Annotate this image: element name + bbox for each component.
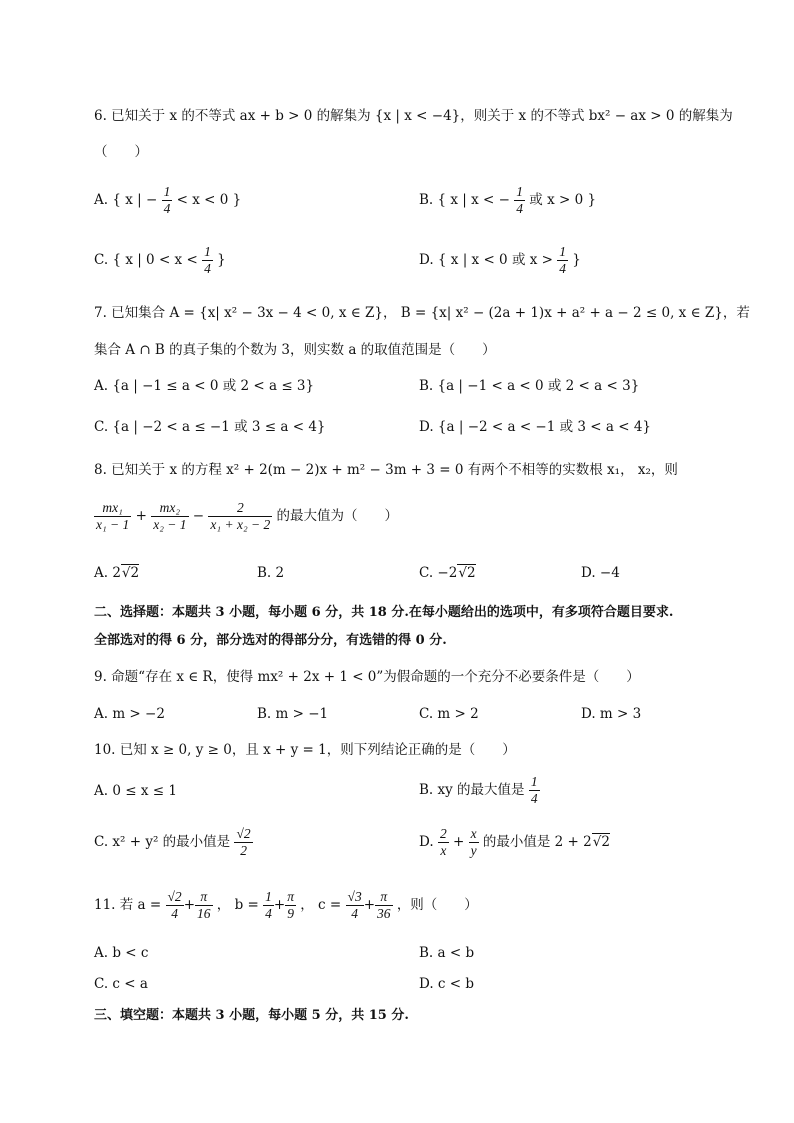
fraction: $\frac{\pi}{9}$ bbox=[287, 889, 294, 921]
q9-option-a[interactable]: A. m > −2 bbox=[94, 706, 165, 722]
radical: √2 bbox=[458, 565, 476, 581]
fraction: $\frac{2}{x}$ bbox=[439, 826, 447, 858]
q7-option-d[interactable]: D. {a | −2 < a < −1 或 3 < a < 4} bbox=[419, 419, 652, 435]
fraction: $\frac{√3}{4}$ bbox=[347, 889, 362, 921]
q6-option-b[interactable] bbox=[419, 184, 596, 217]
section3-heading: 三、填空题：本题共 3 小题，每小题 5 分，共 15 分. bbox=[94, 1008, 409, 1023]
set-text: { x | − bbox=[112, 192, 158, 208]
plus-sign: + bbox=[135, 508, 147, 524]
q11-option-c[interactable]: C. c < a bbox=[94, 976, 148, 992]
q7-option-c[interactable]: C. {a | −2 < a ≤ −1 或 3 ≤ a < 4} bbox=[94, 419, 326, 435]
section2-heading-line2: 全部选对的得 6 分，部分选对的得部分分，有选错的得 0 分. bbox=[94, 633, 447, 648]
fraction: $\frac{x}{y}$ bbox=[470, 826, 477, 858]
set-text: < x < 0 } bbox=[176, 192, 242, 208]
minus-sign: − bbox=[192, 508, 205, 524]
q6-option-a[interactable] bbox=[94, 184, 241, 217]
q8-stem-line1: 8. 已知关于 x 的方程 x² + 2(m − 2)x + m² − 3m + 3 = 0 有两个不相等的实数根 x₁， x₂，则 bbox=[94, 462, 678, 478]
option-text: C. x² + y² 的最小值是 bbox=[94, 834, 231, 850]
stem-text: ， b = bbox=[216, 897, 259, 913]
stem-text: ， c = bbox=[300, 897, 342, 913]
fraction: $\frac{1}{4}$ bbox=[516, 184, 523, 216]
q11-option-d[interactable]: D. c < b bbox=[419, 976, 475, 992]
radical: √2 bbox=[121, 565, 140, 581]
option-text: B. xy 的最大值是 bbox=[419, 782, 525, 798]
fraction: $\frac{\pi}{36}$ bbox=[377, 889, 391, 921]
stem-text: ，则（ ） bbox=[396, 897, 478, 913]
fraction: $\frac{1}{4}$ bbox=[559, 244, 566, 276]
q8-expression bbox=[94, 500, 398, 533]
fraction: $\frac{\pi}{16}$ bbox=[197, 889, 211, 921]
q11-option-b[interactable]: B. a < b bbox=[419, 945, 475, 961]
set-text: 或 x > 0 } bbox=[529, 192, 597, 208]
option-text: C. −2 bbox=[419, 565, 458, 581]
fraction: $\frac{1}{4}$ bbox=[530, 774, 538, 806]
fraction: $\frac{√2}{4}$ bbox=[167, 889, 182, 921]
fraction: $\frac{1}{4}$ bbox=[265, 889, 272, 921]
q10-option-a[interactable]: A. 0 ≤ x ≤ 1 bbox=[94, 783, 177, 799]
q8-option-b[interactable]: B. 2 bbox=[257, 565, 285, 581]
q11-stem: 11. 若 a = $\frac{√2}{4}$ + $\frac{\pi}{16}$ ， b = $\frac{1}{4}$ + $\frac{\pi}{9}$ ， c = $\frac{√3}{4}$ + $\frac{\pi}{36}$ ，则（ ） bbox=[94, 889, 478, 921]
q8-option-c[interactable] bbox=[419, 563, 476, 583]
option-label: A. bbox=[94, 192, 109, 208]
stem-text: 11. 若 a = bbox=[94, 897, 162, 913]
plus-sign: + bbox=[452, 834, 465, 850]
q10-option-b[interactable] bbox=[419, 774, 540, 807]
option-text: A. 2 bbox=[94, 565, 121, 581]
q9-option-c[interactable]: C. m > 2 bbox=[419, 706, 479, 722]
q7-stem-line1: 7. 已知集合 A = {x| x² − 3x − 4 < 0, x ∈ Z}， B = {x| x² − (2a + 1)x + a² + a − 2 ≤ 0, x ∈ Z}，若 bbox=[94, 305, 750, 321]
fraction: $\frac{2}{\text{x₁ + x₂ − 2}}$ bbox=[210, 500, 271, 532]
q6-option-d[interactable] bbox=[419, 244, 581, 277]
option-label: C. bbox=[94, 252, 109, 268]
q7-option-b[interactable]: B. {a | −1 < a < 0 或 2 < a < 3} bbox=[419, 378, 640, 394]
q7-stem-line2: 集合 A ∩ B 的真子集的个数为 3，则实数 a 的取值范围是（ ） bbox=[94, 342, 496, 358]
option-text: 的最小值是 2 + 2 bbox=[482, 834, 592, 850]
q9-option-b[interactable]: B. m > −1 bbox=[257, 706, 329, 722]
fraction: $\frac{√2}{2}$ bbox=[236, 826, 251, 858]
q7-option-a[interactable]: A. {a | −1 ≤ a < 0 或 2 < a ≤ 3} bbox=[94, 378, 315, 394]
section2-heading-line1: 二、选择题：本题共 3 小题，每小题 6 分，共 18 分.在每小题给出的选项中，有多项符合题目要求. bbox=[94, 605, 674, 620]
set-text: { x | 0 < x < bbox=[112, 252, 198, 268]
q6-stem: 6. 已知关于 x 的不等式 ax + b > 0 的解集为 {x | x < −4}，则关于 x 的不等式 bx² − ax > 0 的解集为 bbox=[94, 108, 733, 124]
q11-option-a[interactable]: A. b < c bbox=[94, 945, 149, 961]
fraction: $\frac{\text{mx₂}}{\text{x₂ − 1}}$ bbox=[153, 500, 187, 532]
set-text: D. { x | x < 0 或 x > bbox=[419, 252, 553, 268]
q8-option-a[interactable] bbox=[94, 563, 139, 583]
q6-answer-paren: （ ） bbox=[94, 144, 148, 160]
q10-stem: 10. 已知 x ≥ 0, y ≥ 0，且 x + y = 1，则下列结论正确的是（ ） bbox=[94, 742, 516, 758]
q9-stem: 9. 命题“存在 x ∈ R，使得 mx² + 2x + 1 < 0”为假命题的一个充分不必要条件是（ ） bbox=[94, 669, 640, 685]
set-text: B. { x | x < − bbox=[419, 192, 510, 208]
q8-option-d[interactable]: D. −4 bbox=[581, 565, 620, 581]
fraction: $\frac{\text{mx₁}}{\text{x₁ − 1}}$ bbox=[96, 500, 130, 532]
q8-stem-line2: 的最大值为（ ） bbox=[276, 508, 399, 524]
set-text: } bbox=[572, 252, 581, 268]
radical: √2 bbox=[592, 834, 610, 850]
q10-option-c[interactable] bbox=[94, 826, 253, 859]
fraction: $\frac{1}{4}$ bbox=[163, 184, 171, 216]
q10-option-d[interactable] bbox=[419, 826, 610, 859]
option-text: D. bbox=[419, 834, 434, 850]
q9-option-d[interactable]: D. m > 3 bbox=[581, 706, 642, 722]
set-text: } bbox=[217, 252, 226, 268]
q6-option-c[interactable] bbox=[94, 244, 226, 277]
fraction: $\frac{1}{4}$ bbox=[204, 244, 211, 276]
